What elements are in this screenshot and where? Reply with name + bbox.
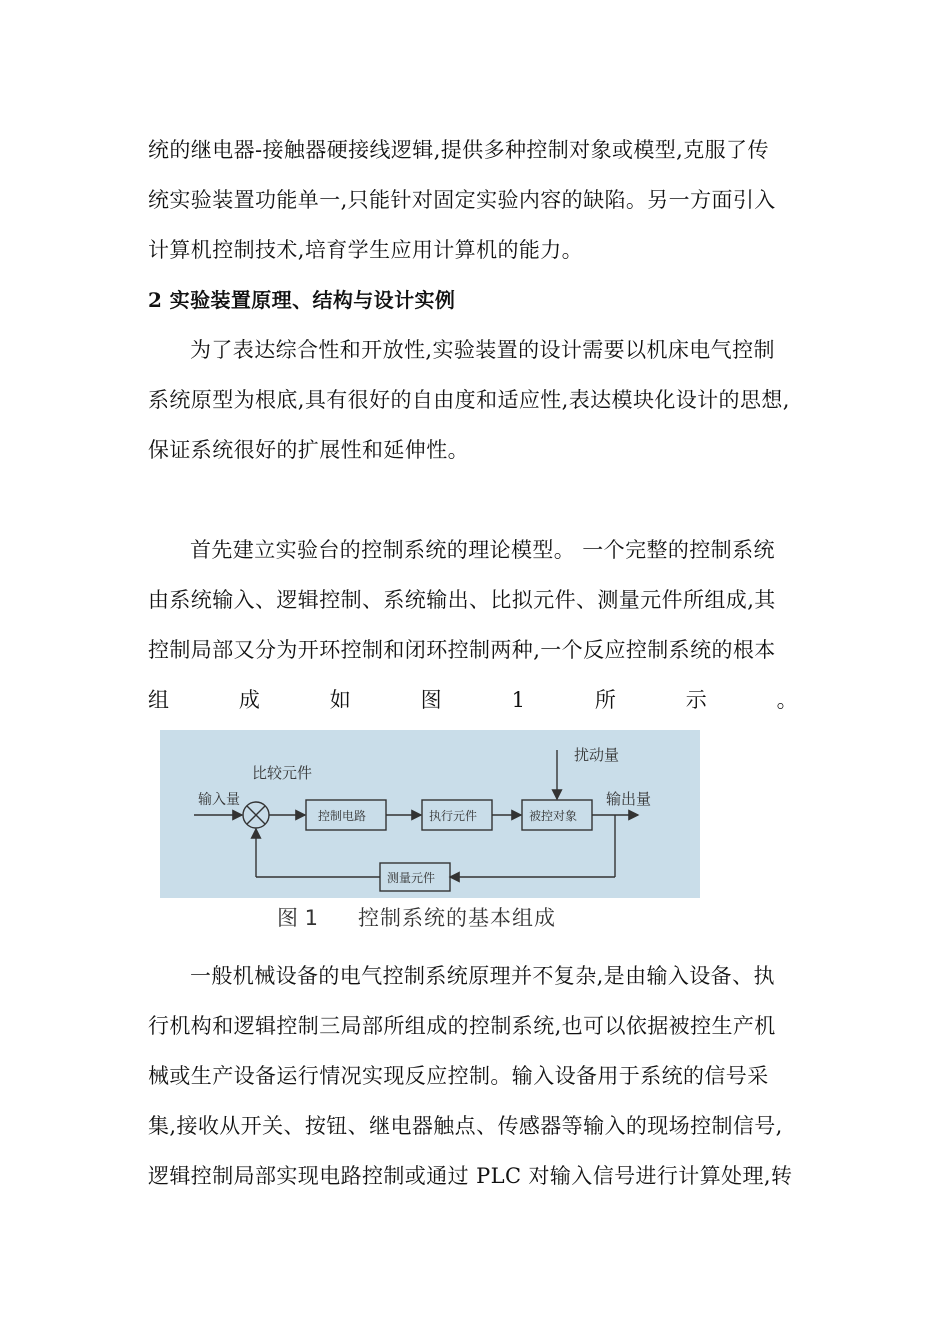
para3-line-2: 由系统输入、逻辑控制、系统输出、比拟元件、测量元件所组成,其 — [148, 588, 776, 612]
section-heading: 2 实验装置原理、结构与设计实例 — [148, 288, 456, 312]
figure-block-diagram — [160, 730, 700, 898]
justified-char: 示 — [685, 688, 708, 712]
para3-line-1: 首先建立实验台的控制系统的理论模型。 一个完整的控制系统 — [190, 538, 775, 562]
para4-line-3: 械或生产设备运行情况实现反应控制。输入设备用于系统的信号采 — [148, 1064, 769, 1088]
caption-text: 控制系统的基本组成 — [358, 906, 556, 930]
para3-line-4 — [148, 686, 798, 714]
justified-char: 1 — [511, 688, 526, 712]
para2-line-1: 为了表达综合性和开放性,实验装置的设计需要以机床电气控制 — [190, 338, 775, 362]
label-output: 输出量 — [606, 790, 652, 808]
block-diagram-svg — [160, 730, 700, 898]
para4-line-1: 一般机械设备的电气控制系统原理并不复杂,是由输入设备、执 — [190, 964, 775, 988]
justified-char: 。 — [776, 688, 798, 712]
block-control-circuit: 控制电路 — [318, 809, 367, 823]
block-controlled-object: 被控对象 — [529, 809, 578, 823]
justified-char: 图 — [420, 688, 443, 712]
label-compare: 比较元件 — [252, 764, 313, 782]
justified-char: 所 — [594, 688, 617, 712]
para4-line-4: 集,接收从开关、按钮、继电器触点、传感器等输入的现场控制信号, — [148, 1114, 783, 1138]
figure-caption — [160, 898, 700, 932]
justified-char: 成 — [238, 688, 261, 712]
para1-line-3: 计算机控制技术,培育学生应用计算机的能力。 — [148, 238, 584, 262]
justified-char: 如 — [329, 688, 352, 712]
para3-line-3: 控制局部又分为开环控制和闭环控制两种,一个反应控制系统的根本 — [148, 638, 776, 662]
label-disturbance: 扰动量 — [574, 746, 620, 764]
caption-number: 图 1 — [277, 906, 319, 930]
para2-line-2: 系统原型为根底,具有很好的自由度和适应性,表达模块化设计的思想, — [148, 388, 790, 412]
label-input: 输入量 — [198, 792, 240, 808]
para4-line-2: 行机构和逻辑控制三局部所组成的控制系统,也可以依据被控生产机 — [148, 1014, 776, 1038]
para4-line-5: 逻辑控制局部实现电路控制或通过 PLC 对输入信号进行计算处理,转 — [148, 1164, 793, 1188]
block-measuring: 测量元件 — [387, 871, 436, 885]
justified-char: 组 — [148, 688, 170, 712]
para1-line-1: 统的继电器-接触器硬接线逻辑,提供多种控制对象或模型,克服了传 — [148, 138, 769, 162]
block-actuator: 执行元件 — [429, 809, 478, 823]
para2-line-3: 保证系统很好的扩展性和延伸性。 — [148, 438, 469, 462]
para1-line-2: 统实验装置功能单一,只能针对固定实验内容的缺陷。另一方面引入 — [148, 188, 776, 212]
